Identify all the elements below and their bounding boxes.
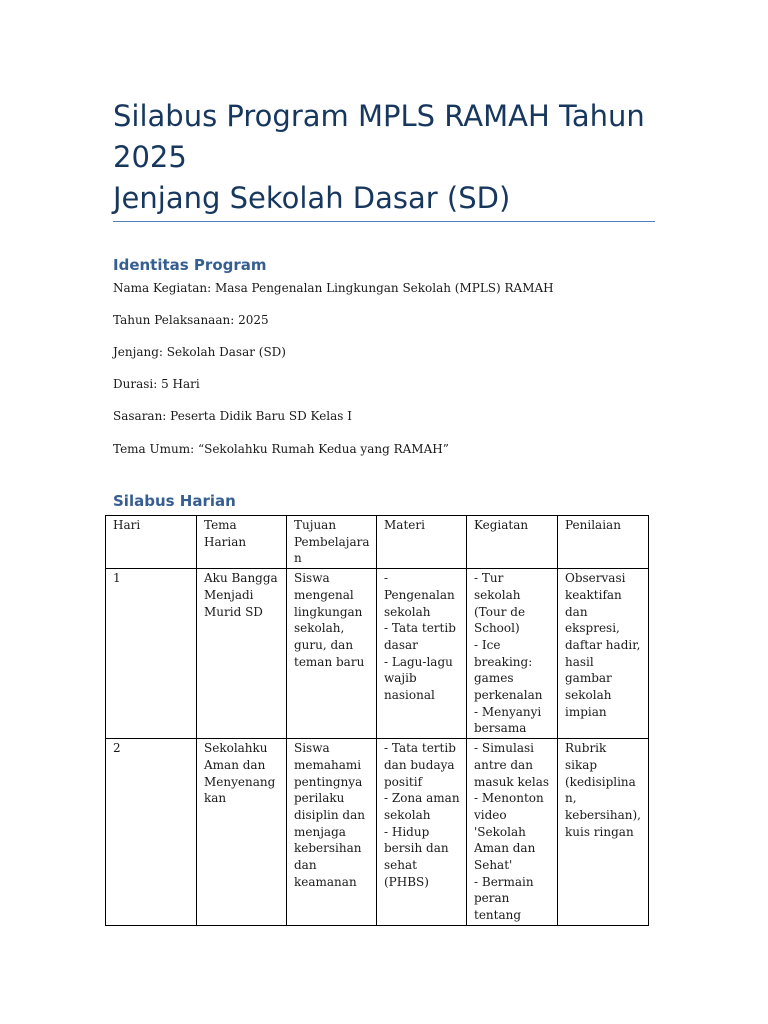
cell-hari: 2 (106, 739, 197, 926)
cell-tema-harian: Sekolahku Aman dan Menyenangkan (197, 739, 287, 926)
cell-tema-harian: Aku Bangga Menjadi Murid SD (197, 569, 287, 739)
identity-nama-kegiatan: Nama Kegiatan: Masa Pengenalan Lingkungan Sekolah (MPLS) RAMAH (113, 281, 554, 295)
cell-tujuan: Siswa mengenal lingkungan sekolah, guru, dan teman baru (287, 569, 377, 739)
identity-jenjang: Jenjang: Sekolah Dasar (SD) (113, 345, 286, 359)
cell-tujuan: Siswa memahami pentingnya perilaku disiplin dan menjaga kebersihan dan keamanan (287, 739, 377, 926)
table-header-row (106, 516, 649, 569)
document-title (113, 96, 658, 219)
header-tema-harian: Tema Harian (197, 516, 287, 569)
syllabus-heading: Silabus Harian (113, 492, 236, 510)
cell-penilaian: Observasi keaktifan dan ekspresi, daftar hadir, hasil gambar sekolah impian (558, 569, 649, 739)
table-row (106, 739, 649, 926)
title-line-1: Silabus Program MPLS RAMAH Tahun 2025 (113, 99, 645, 174)
title-line-2: Jenjang Sekolah Dasar (SD) (113, 181, 511, 215)
header-kegiatan: Kegiatan (467, 516, 558, 569)
table-row (106, 569, 649, 739)
header-hari: Hari (106, 516, 197, 569)
identity-durasi: Durasi: 5 Hari (113, 377, 200, 391)
header-tujuan-pembelajaran: Tujuan Pembelajaran (287, 516, 377, 569)
cell-materi: - Tata tertib dan budaya positif - Zona aman sekolah - Hidup bersih dan sehat (PHBS) (377, 739, 467, 926)
cell-kegiatan: - Simulasi antre dan masuk kelas - Menonton video 'Sekolah Aman dan Sehat' - Bermain peran tentang (467, 739, 558, 926)
identity-tahun: Tahun Pelaksanaan: 2025 (113, 313, 269, 327)
header-penilaian: Penilaian (558, 516, 649, 569)
header-materi: Materi (377, 516, 467, 569)
identity-tema-umum: Tema Umum: “Sekolahku Rumah Kedua yang RAMAH” (113, 442, 449, 456)
identity-sasaran: Sasaran: Peserta Didik Baru SD Kelas I (113, 409, 353, 423)
cell-hari: 1 (106, 569, 197, 739)
identity-heading: Identitas Program (113, 256, 267, 274)
syllabus-table (105, 515, 649, 926)
cell-penilaian: Rubrik sikap (kedisiplinan, kebersihan), kuis ringan (558, 739, 649, 926)
title-divider (113, 221, 655, 222)
cell-materi: - Pengenalan sekolah - Tata tertib dasar - Lagu-lagu wajib nasional (377, 569, 467, 739)
cell-kegiatan: - Tur sekolah (Tour de School) - Ice breaking: games perkenalan - Menyanyi bersama (467, 569, 558, 739)
